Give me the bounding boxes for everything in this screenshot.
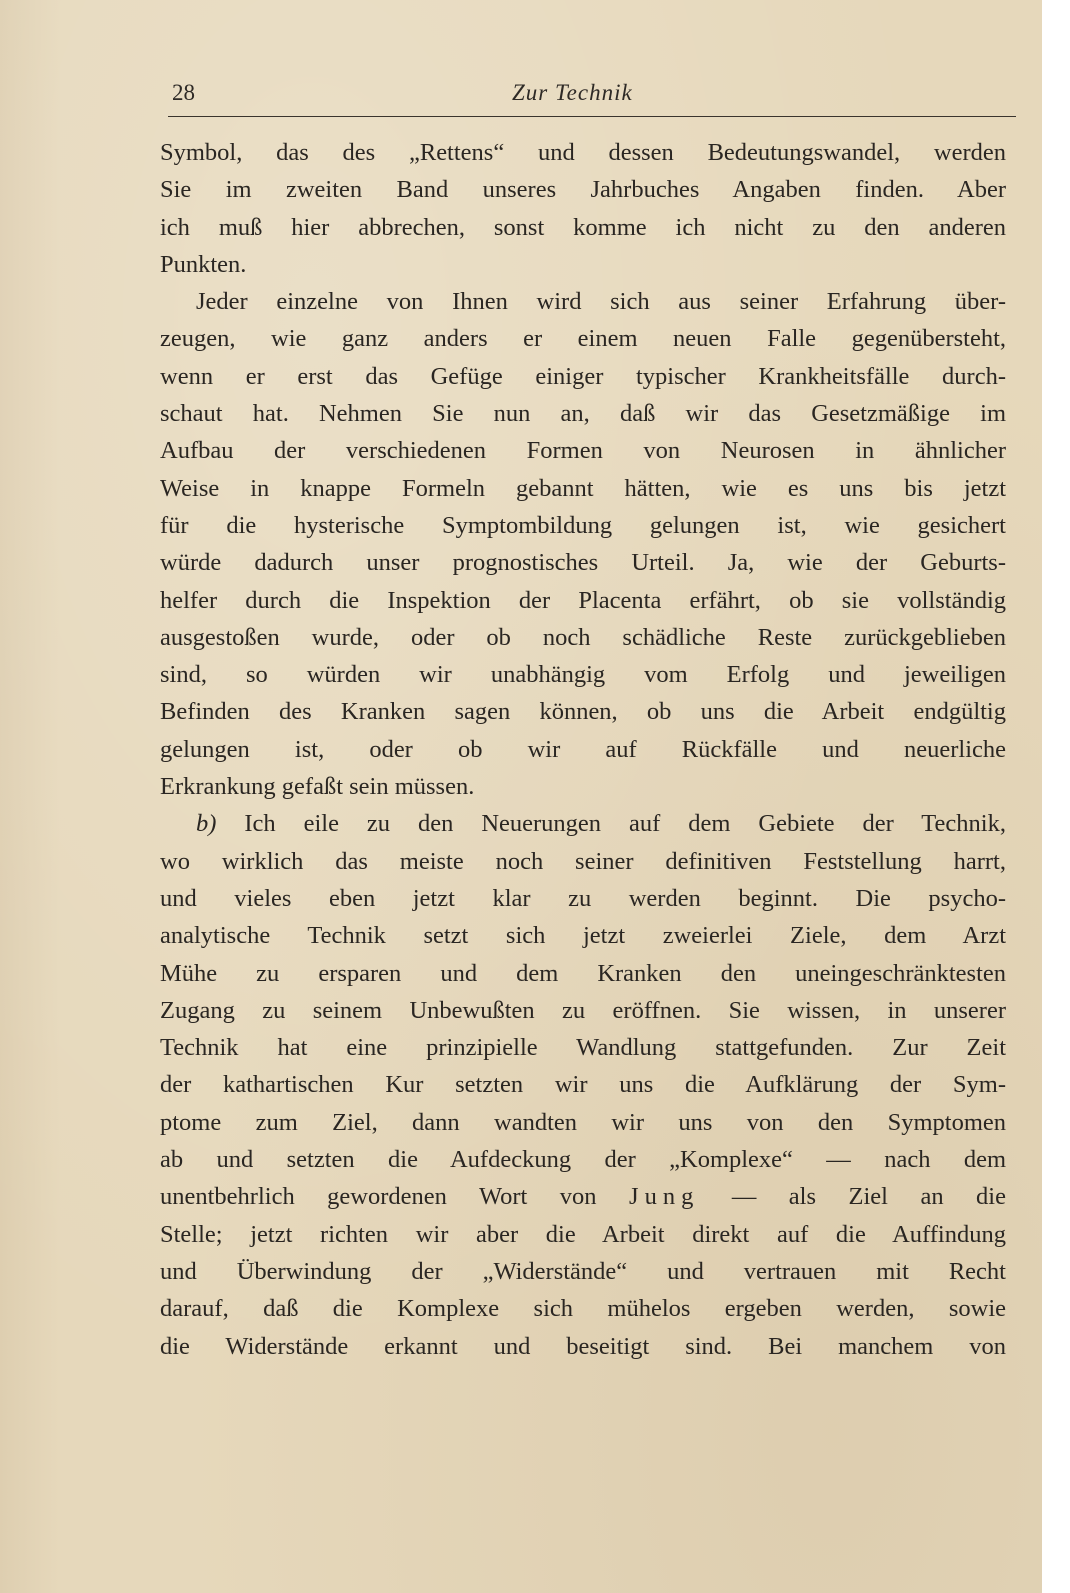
text-line <box>160 805 1006 842</box>
text-line: die Widerstände erkannt und beseitigt sind. Bei manchem von <box>160 1332 1006 1360</box>
text-line: Weise in knappe Formeln gebannt hätten, wie es uns bis jetzt <box>160 474 1006 502</box>
text-line: darauf, daß die Komplexe sich mühelos ergeben werden, sowie <box>160 1295 1006 1323</box>
text-line: Punkten. <box>160 250 247 278</box>
text-line: Zugang zu seinem Unbewußten zu eröffnen. Sie wissen, in unserer <box>160 996 1006 1024</box>
text-line: Befinden des Kranken sagen können, ob uns die Arbeit endgültig <box>160 698 1006 726</box>
text-line: wo wirklich das meiste noch seiner definitiven Feststellung harrt, <box>160 847 1006 875</box>
text-line: gelungen ist, oder ob wir auf Rückfälle und neuerliche <box>160 735 1006 763</box>
text-line: wenn er erst das Gefüge einiger typischer Krankheitsfälle durch- <box>160 362 1006 390</box>
text-line: ab und setzten die Aufdeckung der „Komplexe“ — nach dem <box>160 1146 1006 1174</box>
text-line: und Überwindung der „Widerstände“ und vertrauen mit Recht <box>160 1257 1006 1285</box>
text-line: für die hysterische Symptombildung gelungen ist, wie gesichert <box>160 511 1006 539</box>
text-segment: unentbehrlich gewordenen Wort von <box>160 1183 597 1211</box>
text-line: ausgestoßen wurde, oder ob noch schädliche Reste zurückgeblieben <box>160 623 1006 651</box>
text-line: Sie im zweiten Band unseres Jahrbuches Angaben finden. Aber <box>160 176 1006 204</box>
text-line: ich muß hier abbrechen, sonst komme ich nicht zu den anderen <box>160 213 1006 241</box>
running-title: Zur Technik <box>512 80 633 105</box>
text-segment: — als Ziel an die <box>731 1183 1006 1211</box>
header-rule <box>168 116 1016 117</box>
text-line: ptome zum Ziel, dann wandten wir uns von den Symptomen <box>160 1108 1006 1136</box>
page-number: 28 <box>172 80 195 105</box>
text-line: würde dadurch unser prognostisches Urteil. Ja, wie der Geburts- <box>160 549 1006 577</box>
author-name-jung: Jung <box>629 1183 700 1211</box>
text-line: Erkrankung gefaßt sein müssen. <box>160 773 475 801</box>
text-line: Technik hat eine prinzipielle Wandlung stattgefunden. Zur Zeit <box>160 1034 1006 1062</box>
text-line: schaut hat. Nehmen Sie nun an, daß wir das Gesetzmäßige im <box>160 400 1006 428</box>
text-line: der kathartischen Kur setzten wir uns die Aufklärung der Sym- <box>160 1071 1006 1099</box>
text-line <box>160 1178 1006 1215</box>
body-text <box>160 134 1006 1365</box>
section-marker: b) <box>196 810 217 838</box>
text-line: analytische Technik setzt sich jetzt zweierlei Ziele, dem Arzt <box>160 922 1006 950</box>
text-line: helfer durch die Inspektion der Placenta erfährt, ob sie vollständig <box>160 586 1006 614</box>
text-line: und vieles eben jetzt klar zu werden beginnt. Die psycho- <box>160 884 1006 912</box>
text-line: sind, so würden wir unabhängig vom Erfolg und jeweiligen <box>160 661 1006 689</box>
text-line: Jeder einzelne von Ihnen wird sich aus seiner Erfahrung über- <box>196 288 1006 316</box>
text-line: Stelle; jetzt richten wir aber die Arbeit direkt auf die Auffindung <box>160 1220 1006 1248</box>
text-line-content: Ich eile zu den Neuerungen auf dem Gebiete der Technik, <box>244 810 1006 838</box>
text-line: Aufbau der verschiedenen Formen von Neurosen in ähnlicher <box>160 437 1006 465</box>
text-line: zeugen, wie ganz anders er einem neuen Falle gegenübersteht, <box>160 325 1006 353</box>
text-line: Symbol, das des „Rettens“ und dessen Bedeutungswandel, werden <box>160 139 1006 166</box>
text-line: Mühe zu ersparen und dem Kranken den uneingeschränktesten <box>160 959 1006 987</box>
